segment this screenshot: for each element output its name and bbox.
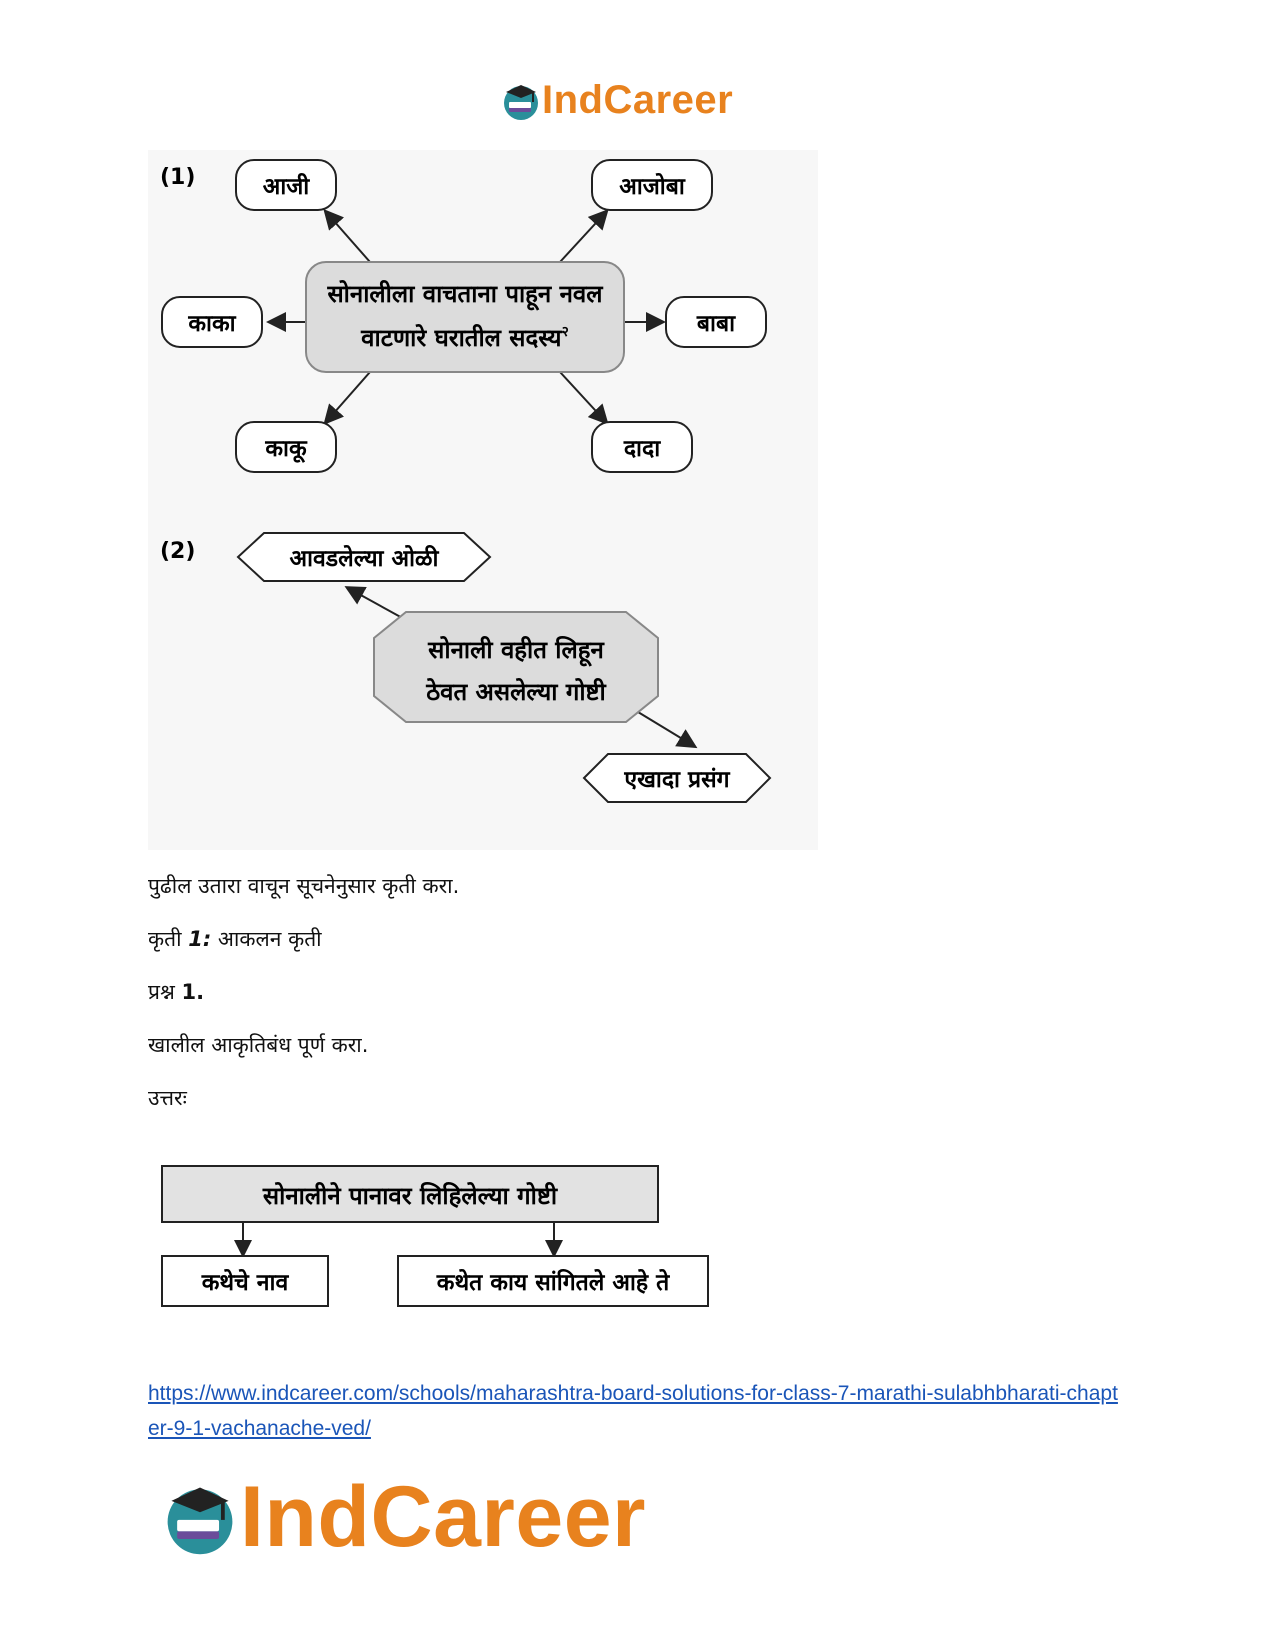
node-kaka-label: काका — [188, 311, 236, 337]
source-link[interactable]: https://www.indcareer.com/schools/maharashtra-board-solutions-for-class-7-marathi-sulabhbharati-chapter-9-1-vachanache-ved/ — [148, 1382, 1118, 1440]
answer-right-label: कथेत काय सांगितले आहे ते — [436, 1270, 670, 1296]
node-kaka — [162, 297, 262, 347]
logo-text: IndCareer — [240, 1469, 646, 1565]
node-aajoba-label: आजोबा — [619, 174, 685, 200]
center2-line2: ठेवत असलेल्या गोष्टी — [426, 678, 606, 706]
node-baba — [666, 297, 766, 347]
node-dada-label: दादा — [623, 436, 661, 462]
answer-top-label: सोनालीने पानावर लिहिलेल्या गोष्टी — [262, 1182, 558, 1210]
center-line1: सोनालीला वाचताना पाहून नवल — [327, 280, 603, 308]
indcareer-logo-top — [500, 78, 733, 123]
instruction-text: पुढील उतारा वाचून सूचनेनुसार कृती करा. — [148, 874, 460, 898]
node-dada — [592, 422, 692, 472]
answer-left-box — [162, 1256, 328, 1306]
question-number: 1. — [181, 980, 205, 1004]
answer-top-box — [162, 1166, 658, 1222]
activity-name: आकलन कृती — [211, 927, 322, 951]
question-heading — [148, 978, 204, 1006]
center-line2: वाटणारे घरातील सदस्य$^२$ — [361, 324, 569, 352]
center-box-family — [306, 262, 624, 372]
node-aaji-label: आजी — [262, 174, 310, 200]
graduation-globe-icon — [500, 80, 542, 122]
logo-text: IndCareer — [542, 78, 734, 122]
node-ekhada-prasang-label: एखादा प्रसंग — [624, 767, 730, 793]
activity-number: 1: — [188, 927, 212, 951]
activity-heading — [148, 925, 322, 953]
node-aavadlelya-oli — [238, 533, 490, 581]
indcareer-logo-bottom — [160, 1468, 646, 1567]
node-kaku — [236, 422, 336, 472]
diagram2-label: (2) — [160, 539, 196, 564]
node-baba-label: बाबा — [696, 311, 736, 337]
answer-label: उत्तरः — [148, 1086, 187, 1110]
answer-right-box — [398, 1256, 708, 1306]
activity-prefix: कृती — [148, 927, 189, 951]
answer-left-label: कथेचे नाव — [201, 1270, 289, 1296]
task-text: खालील आकृतिबंध पूर्ण करा. — [148, 1033, 369, 1057]
node-ekhada-prasang — [584, 754, 770, 802]
node-aajoba — [592, 160, 712, 210]
center-box-notebook — [374, 612, 658, 722]
graduation-globe-icon — [160, 1478, 240, 1558]
node-kaku-label: काकू — [265, 436, 307, 462]
answer-diagram — [148, 1162, 728, 1322]
center2-line1: सोनाली वहीत लिहून — [428, 636, 604, 664]
diagram1-label: (1) — [160, 165, 196, 190]
node-aaji — [236, 160, 336, 210]
activity-diagrams — [148, 150, 818, 850]
node-aavadlelya-oli-label: आवडलेल्या ओळी — [289, 546, 439, 572]
question-prefix: प्रश्न — [148, 980, 182, 1004]
